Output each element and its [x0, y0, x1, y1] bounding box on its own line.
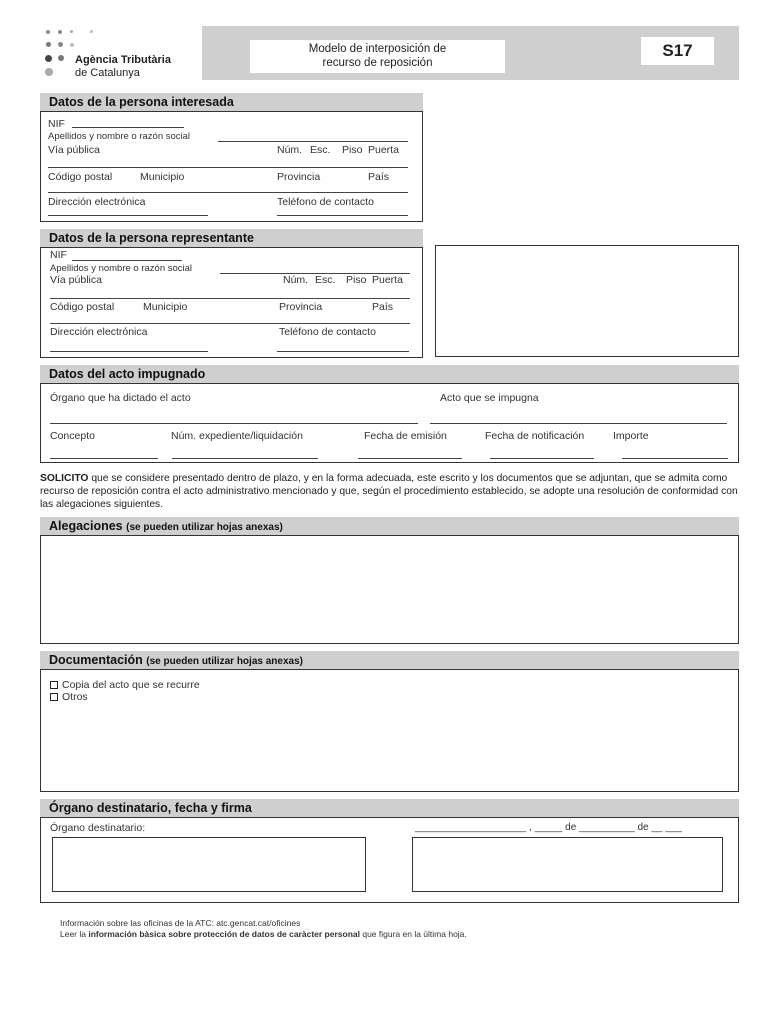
piso-label: Piso [342, 144, 363, 156]
section-interesada-title: Datos de la persona interesada [40, 93, 423, 111]
cp-label: Código postal [48, 171, 113, 183]
concepto-label: Concepto [50, 430, 95, 442]
solicito-paragraph [40, 472, 740, 511]
org-name: Agència Tributària de Catalunya [75, 54, 171, 79]
rep-pais-label: País [372, 301, 394, 313]
rep-cp-field[interactable] [50, 323, 410, 324]
apellidos-field[interactable] [218, 141, 408, 142]
section-organo-title: Órgano destinatario, fecha y firma [40, 799, 739, 817]
rep-via-label: Vía pública [50, 274, 102, 286]
firma-field[interactable] [412, 837, 723, 892]
notificacion-field[interactable] [490, 458, 594, 459]
apellidos-label: Apellidos y nombre o razón social [48, 131, 191, 142]
section-acto-title: Datos del acto impugnado [40, 365, 739, 383]
nif-label: NIF [48, 118, 65, 130]
checkbox-icon[interactable] [50, 693, 58, 701]
num-label: Núm. [277, 144, 303, 156]
alegaciones-textarea[interactable] [40, 535, 739, 644]
municipio-label: Municipio [140, 171, 185, 183]
footer-offices: Información sobre las oficinas de la ATC: atc.gencat.cat/oficines [60, 918, 301, 928]
via-label: Vía pública [48, 144, 100, 156]
organo-destinatario-field[interactable] [52, 837, 366, 892]
section-documentacion-title: Documentación (se pueden utilizar hojas anexas) [40, 651, 739, 669]
form-code: S17 [641, 37, 714, 65]
importe-field[interactable] [622, 458, 728, 459]
rep-via-field[interactable] [50, 298, 410, 299]
nif-field[interactable] [72, 127, 184, 128]
rep-nif-field[interactable] [72, 260, 182, 261]
expediente-label: Núm. expediente/liquidación [171, 430, 303, 442]
expediente-field[interactable] [172, 458, 318, 459]
stamp-box[interactable] [435, 245, 739, 357]
notificacion-label: Fecha de notificación [485, 430, 585, 442]
organo-acto-field[interactable] [50, 423, 418, 424]
direccion-label: Dirección electrónica [48, 196, 146, 208]
solicito-bold: SOLICITO [40, 473, 89, 484]
emision-label: Fecha de emisión [364, 430, 447, 442]
telefono-field[interactable] [277, 215, 408, 216]
rep-piso-label: Piso [346, 274, 367, 286]
doc-item-otros[interactable]: Otros [50, 691, 88, 703]
rep-telefono-label: Teléfono de contacto [279, 326, 376, 338]
footer-privacy: Leer la información bàsica sobre protección de datos de caràcter personal que figura en la última hoja. [60, 929, 467, 939]
rep-cp-label: Código postal [50, 301, 115, 313]
pais-label: País [368, 171, 390, 183]
rep-nif-label: NIF [50, 249, 67, 261]
rep-direccion-label: Dirección electrónica [50, 326, 148, 338]
rep-num-label: Núm. [283, 274, 309, 286]
acto-impugna-field[interactable] [430, 423, 727, 424]
organo-acto-label: Órgano que ha dictado el acto [50, 392, 191, 404]
importe-label: Importe [613, 430, 649, 442]
checkbox-icon[interactable] [50, 681, 58, 689]
telefono-label: Teléfono de contacto [277, 196, 374, 208]
doc-item-copia[interactable]: Copia del acto que se recurre [50, 679, 200, 691]
section-representante-title: Datos de la persona representante [40, 229, 423, 247]
rep-direccion-field[interactable] [50, 351, 208, 352]
emision-field[interactable] [358, 458, 462, 459]
footer [60, 918, 467, 940]
acto-impugna-label: Acto que se impugna [440, 392, 539, 404]
form-title: Modelo de interposición de recurso de reposición [250, 40, 505, 73]
solicito-text: que se considere presentado dentro de plazo, y en la forma adecuada, este escrito y los documentos que se adjuntan, que se admita como recurso de reposición contra el acto administrativo mencionado y que, según el procedimiento establecido, se adopte una resolución de conformidad con las alegaciones siguientes. [40, 473, 738, 510]
rep-municipio-label: Municipio [143, 301, 188, 313]
rep-telefono-field[interactable] [277, 351, 409, 352]
direccion-field[interactable] [48, 215, 208, 216]
puerta-label: Puerta [368, 144, 399, 156]
via-field[interactable] [48, 167, 408, 168]
cp-field[interactable] [48, 192, 408, 193]
concepto-field[interactable] [50, 458, 158, 459]
rep-esc-label: Esc. [315, 274, 336, 286]
date-line[interactable]: ____________________ , _____ de __________ de __ ___ [415, 822, 682, 833]
rep-apellidos-label: Apellidos y nombre o razón social [50, 263, 193, 274]
rep-provincia-label: Provincia [279, 301, 323, 313]
rep-puerta-label: Puerta [372, 274, 403, 286]
organo-destinatario-label: Órgano destinatario: [50, 822, 146, 834]
section-alegaciones-title: Alegaciones (se pueden utilizar hojas anexas) [40, 517, 739, 535]
esc-label: Esc. [310, 144, 331, 156]
provincia-label: Provincia [277, 171, 321, 183]
